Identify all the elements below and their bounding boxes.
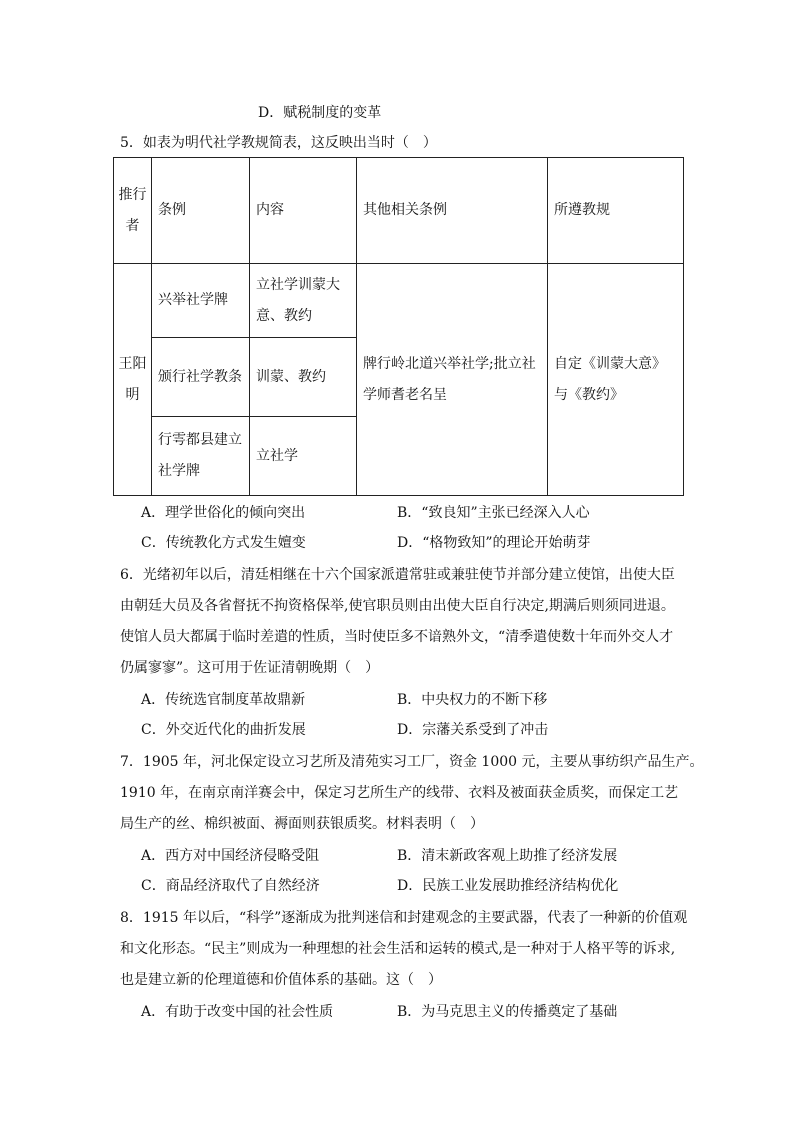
q8-stem-line-3: 也是建立新的伦理道德和价值体系的基础。这（ ）	[120, 972, 442, 988]
q7-option-b: B．清末新政客观上助推了经济发展	[397, 848, 618, 864]
q5-option-d: D．“格物致知”的理论开始萌芽	[397, 535, 591, 551]
header-content: 内容	[250, 158, 357, 264]
q6-stem-line-2: 由朝廷大员及各省督抚不拘资格保举,使官职员则由出使大臣自行决定,期满后则须同进退。	[120, 598, 675, 614]
cell-rule: 颁行社学教条	[152, 338, 250, 417]
cell-rule: 行雩都县建立社学牌	[152, 417, 250, 496]
q7-option-d: D．民族工业发展助推经济结构优化	[397, 878, 619, 894]
cell-content: 立社学	[250, 417, 357, 496]
q6-option-b: B．中央权力的不断下移	[397, 692, 548, 708]
cell-content: 训蒙、教约	[250, 338, 357, 417]
q5-stem: 5．如表为明代社学教规简表，这反映出当时（ ）	[120, 135, 437, 151]
header-other: 其他相关条例	[357, 158, 548, 264]
q6-option-a: A．传统选官制度革故鼎新	[141, 692, 306, 708]
q6-stem-line-4: 仍属寥寥”。这可用于佐证清朝晚期（ ）	[120, 660, 380, 676]
q6-option-d: D．宗藩关系受到了冲击	[397, 722, 549, 738]
q7-option-c: C．商品经济取代了自然经济	[141, 878, 320, 894]
cell-rule: 兴举社学牌	[152, 264, 250, 338]
q6-stem-line-1: 6．光绪初年以后，清廷相继在十六个国家派遣常驻或兼驻使节并部分建立使馆，出使大臣	[120, 567, 675, 583]
header-rule: 条例	[152, 158, 250, 264]
cell-content: 立社学训蒙大意、教约	[250, 264, 357, 338]
header-regulation: 所遵教规	[548, 158, 684, 264]
q6-option-c: C．外交近代化的曲折发展	[141, 722, 306, 738]
q8-option-b: B．为马克思主义的传播奠定了基础	[397, 1004, 618, 1020]
cell-promoter: 王阳明	[114, 264, 152, 496]
q5-option-c: C．传统教化方式发生嬗变	[141, 535, 306, 551]
q7-stem-line-3: 局生产的丝、棉织被面、褥面则获银质奖。材料表明（ ）	[120, 816, 484, 832]
header-promoter: 推行者	[114, 158, 152, 264]
q8-option-a: A．有助于改变中国的社会性质	[141, 1004, 334, 1020]
q7-stem-line-2: 1910 年，在南京南洋赛会中，保定习艺所生产的线带、衣料及被面获金质奖，而保定工艺	[120, 785, 679, 801]
q7-stem-line-1: 7．1905 年，河北保定设立习艺所及清苑实习工厂，资金 1000 元，主要从事纺织产品生产。	[120, 754, 704, 770]
q8-stem-line-1: 8．1915 年以后，“科学”逐渐成为批判迷信和封建观念的主要武器，代表了一种新的价值观	[120, 910, 688, 926]
table-header-row	[114, 158, 684, 264]
cell-regulation: 自定《训蒙大意》与《教约》	[548, 264, 684, 496]
q5-option-b: B．“致良知”主张已经深入人心	[397, 505, 590, 521]
q5-table	[113, 157, 684, 496]
table-row	[114, 264, 684, 338]
q8-stem-line-2: 和文化形态。“民主”则成为一种理想的社会生活和运转的模式,是一种对于人格平等的诉求,	[120, 941, 676, 957]
q7-option-a: A．西方对中国经济侵略受阻	[141, 848, 320, 864]
q6-stem-line-3: 使馆人员大都属于临时差遣的性质，当时使臣多不谙熟外文，“清季遣使数十年而外交人才	[120, 629, 674, 645]
q5-option-a: A．理学世俗化的倾向突出	[141, 505, 306, 521]
cell-other: 牌行岭北道兴举社学;批立社学师耆老名呈	[357, 264, 548, 496]
q4-option-d: D．赋税制度的变革	[258, 105, 382, 121]
